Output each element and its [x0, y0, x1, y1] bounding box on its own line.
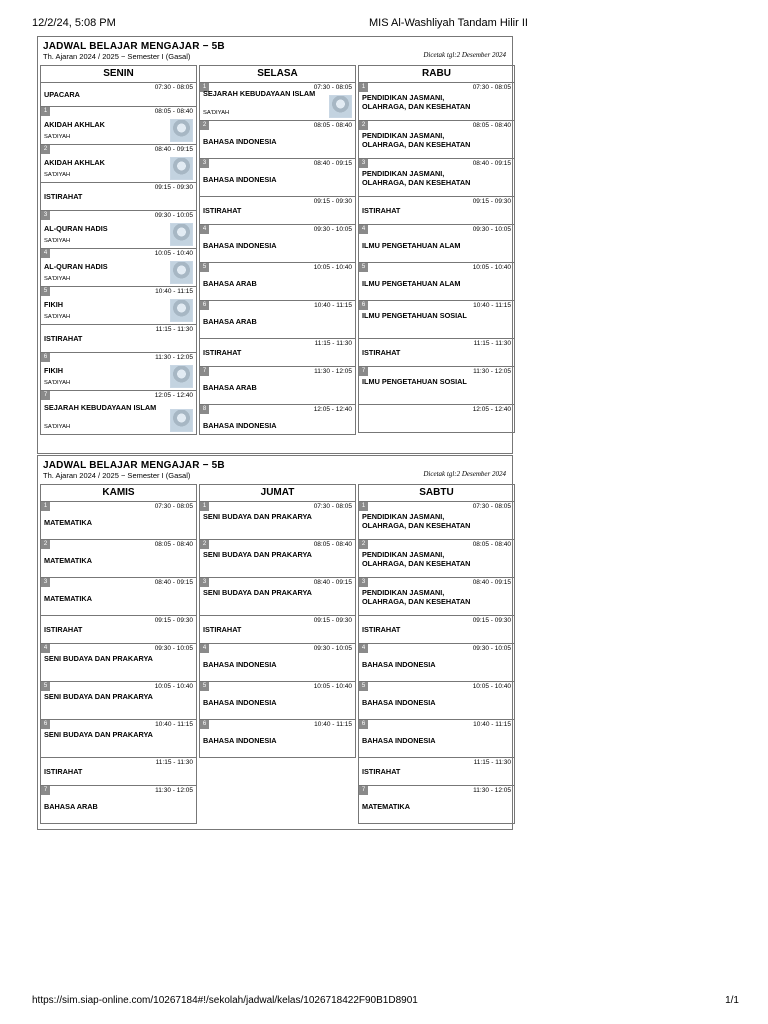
lesson-time: 08:05 - 08:40	[313, 541, 352, 548]
day-column-selasa	[199, 65, 356, 435]
print-header	[32, 17, 739, 33]
subject-name: PENDIDIKAN JASMANI, OLAHRAGA, DAN KESEHATAN	[362, 93, 471, 111]
lesson-time: 11:15 - 11:30	[155, 326, 193, 333]
subject-name: BAHASA INDONESIA	[203, 698, 277, 707]
lesson-time: 09:15 - 09:30	[154, 184, 193, 191]
lesson-slot	[41, 578, 196, 616]
lesson-time: 08:40 - 09:15	[313, 160, 352, 167]
subject-name: AKIDAH AKHLAK	[44, 158, 105, 167]
teacher-name: SA'DIYAH	[44, 276, 71, 282]
schedule-block-1	[37, 36, 513, 454]
lesson-slot	[200, 263, 355, 301]
lesson-slot	[41, 211, 196, 249]
lesson-time: 11:30 - 12:05	[314, 368, 352, 375]
lesson-number-badge: 4	[359, 225, 368, 234]
lesson-number-badge: 4	[200, 225, 209, 234]
subject-name: SENI BUDAYA DAN PRAKARYA	[203, 550, 312, 559]
lesson-slot	[359, 159, 514, 197]
subject-name: ILMU PENGETAHUAN ALAM	[362, 279, 461, 288]
subject-name: SENI BUDAYA DAN PRAKARYA	[44, 654, 153, 663]
teacher-name: SA'DIYAH	[44, 380, 71, 386]
break-slot	[200, 616, 355, 644]
day-columns	[38, 484, 512, 829]
schedule-block-2	[37, 455, 513, 830]
lesson-time: 10:40 - 11:15	[473, 302, 511, 309]
break-slot	[359, 197, 514, 225]
teacher-avatar	[170, 157, 193, 180]
lesson-number-badge: 6	[359, 720, 368, 729]
subject-name: ILMU PENGETAHUAN SOSIAL	[362, 311, 467, 320]
lesson-time: 09:30 - 10:05	[154, 212, 193, 219]
lesson-time: 09:15 - 09:30	[472, 617, 511, 624]
lesson-slot	[41, 353, 196, 391]
lesson-slot	[200, 682, 355, 720]
lesson-time: 11:30 - 12:05	[473, 787, 511, 794]
lesson-time: 09:15 - 09:30	[313, 617, 352, 624]
page-url: https://sim.siap-online.com/10267184#!/sekolah/jadwal/kelas/1026718422F90B1D8901	[32, 995, 418, 1006]
lesson-number-badge: 7	[41, 391, 50, 400]
lesson-slot	[41, 682, 196, 720]
subject-name: BAHASA INDONESIA	[362, 698, 436, 707]
lesson-time: 09:15 - 09:30	[154, 617, 193, 624]
subject-name: BAHASA INDONESIA	[203, 137, 277, 146]
lesson-number-badge: 2	[200, 540, 209, 549]
lesson-slot	[359, 578, 514, 616]
lesson-time: 12:05 - 12:40	[154, 392, 193, 399]
lesson-time: 08:05 - 08:40	[472, 122, 511, 129]
lesson-time: 10:05 - 10:40	[472, 683, 511, 690]
subject-name: AL-QURAN HADIS	[44, 262, 108, 271]
lesson-number-badge: 7	[359, 786, 368, 795]
lesson-slot	[200, 720, 355, 758]
day-name: RABU	[359, 66, 514, 83]
subject-name: ISTIRAHAT	[44, 192, 83, 201]
lesson-time: 09:15 - 09:30	[472, 198, 511, 205]
lesson-number-badge: 3	[200, 159, 209, 168]
lesson-slot	[200, 121, 355, 159]
lesson-slot	[41, 145, 196, 183]
subject-name: SEJARAH KEBUDAYAAN ISLAM	[44, 403, 157, 412]
subject-name: BAHASA ARAB	[44, 802, 98, 811]
lesson-time: 10:40 - 11:15	[314, 302, 352, 309]
schedule-title: JADWAL BELAJAR MENGAJAR − 5B	[43, 41, 225, 52]
day-name: SABTU	[359, 485, 514, 502]
lesson-slot	[200, 301, 355, 339]
lesson-slot	[359, 301, 514, 339]
lesson-slot	[200, 225, 355, 263]
lesson-time: 07:30 - 08:05	[472, 503, 511, 510]
lesson-number-badge: 4	[200, 644, 209, 653]
lesson-slot	[359, 786, 514, 824]
day-column-jumat	[199, 484, 356, 758]
lesson-slot	[41, 287, 196, 325]
lesson-number-badge: 6	[200, 720, 209, 729]
subject-name: ISTIRAHAT	[44, 767, 83, 776]
break-slot	[200, 197, 355, 225]
lesson-number-badge: 7	[41, 786, 50, 795]
subject-name: ISTIRAHAT	[203, 206, 242, 215]
lesson-time: 11:15 - 11:30	[473, 759, 511, 766]
lesson-slot	[41, 83, 196, 107]
lesson-number-badge: 1	[200, 83, 209, 92]
lesson-slot	[359, 502, 514, 540]
lesson-time: 09:30 - 10:05	[154, 645, 193, 652]
lesson-slot	[359, 540, 514, 578]
lesson-number-badge: 1	[41, 502, 50, 511]
teacher-avatar	[170, 409, 193, 432]
lesson-number-badge: 5	[41, 287, 50, 296]
subject-name: BAHASA INDONESIA	[203, 241, 277, 250]
lesson-number-badge: 6	[41, 353, 50, 362]
subject-name: ILMU PENGETAHUAN SOSIAL	[362, 377, 467, 386]
subject-name: MATEMATIKA	[44, 518, 92, 527]
subject-name: SENI BUDAYA DAN PRAKARYA	[44, 692, 153, 701]
lesson-time: 07:30 - 08:05	[154, 503, 193, 510]
lesson-time: 10:05 - 10:40	[154, 683, 193, 690]
lesson-time: 10:40 - 11:15	[473, 721, 511, 728]
day-column-sabtu	[358, 484, 515, 824]
lesson-number-badge: 3	[359, 159, 368, 168]
teacher-name: SA'DIYAH	[44, 172, 71, 178]
print-date: Dicetak tgl:2 Desember 2024	[423, 51, 506, 59]
lesson-time: 10:40 - 11:15	[155, 288, 193, 295]
break-slot	[359, 616, 514, 644]
lesson-slot	[41, 391, 196, 435]
lesson-time: 10:05 - 10:40	[472, 264, 511, 271]
lesson-number-badge: 6	[41, 720, 50, 729]
lesson-number-badge: 2	[41, 540, 50, 549]
schedule-title: JADWAL BELAJAR MENGAJAR − 5B	[43, 460, 225, 471]
subject-name: PENDIDIKAN JASMANI, OLAHRAGA, DAN KESEHATAN	[362, 512, 471, 530]
subject-name: PENDIDIKAN JASMANI, OLAHRAGA, DAN KESEHATAN	[362, 131, 471, 149]
teacher-name: SA'DIYAH	[44, 314, 71, 320]
lesson-number-badge: 6	[359, 301, 368, 310]
day-name: SENIN	[41, 66, 196, 83]
subject-name: SENI BUDAYA DAN PRAKARYA	[203, 512, 312, 521]
subject-name: BAHASA INDONESIA	[362, 660, 436, 669]
print-page-title: MIS Al-Washliyah Tandam Hilir II	[369, 17, 528, 29]
subject-name: BAHASA INDONESIA	[203, 660, 277, 669]
lesson-slot	[41, 502, 196, 540]
lesson-time: 08:05 - 08:40	[154, 541, 193, 548]
lesson-slot	[359, 682, 514, 720]
break-slot	[41, 616, 196, 644]
lesson-time: 08:40 - 09:15	[472, 160, 511, 167]
subject-name: AKIDAH AKHLAK	[44, 120, 105, 129]
break-slot	[200, 339, 355, 367]
lesson-number-badge: 1	[359, 83, 368, 92]
lesson-time: 09:30 - 10:05	[313, 226, 352, 233]
schedule-header	[38, 456, 512, 484]
lesson-time: 09:30 - 10:05	[313, 645, 352, 652]
subject-name: BAHASA ARAB	[203, 317, 257, 326]
lesson-number-badge: 1	[359, 502, 368, 511]
break-slot	[359, 758, 514, 786]
lesson-slot	[41, 540, 196, 578]
lesson-number-badge: 7	[200, 367, 209, 376]
lesson-number-badge: 4	[41, 249, 50, 258]
teacher-avatar	[170, 299, 193, 322]
subject-name: MATEMATIKA	[44, 556, 92, 565]
teacher-name: SA'DIYAH	[44, 424, 71, 430]
lesson-slot	[359, 263, 514, 301]
subject-name: SEJARAH KEBUDAYAAN ISLAM	[203, 89, 316, 98]
lesson-time: 08:40 - 09:15	[313, 579, 352, 586]
lesson-slot	[41, 249, 196, 287]
teacher-avatar	[170, 119, 193, 142]
lesson-number-badge: 4	[359, 644, 368, 653]
teacher-avatar	[170, 261, 193, 284]
subject-name: ISTIRAHAT	[44, 625, 83, 634]
day-name: KAMIS	[41, 485, 196, 502]
lesson-number-badge: 7	[359, 367, 368, 376]
lesson-time: 08:05 - 08:40	[472, 541, 511, 548]
lesson-slot	[200, 367, 355, 405]
print-datetime: 12/2/24, 5:08 PM	[32, 17, 116, 29]
lesson-time: 08:05 - 08:40	[154, 108, 193, 115]
lesson-time: 07:30 - 08:05	[313, 84, 352, 91]
lesson-number-badge: 1	[41, 107, 50, 116]
lesson-slot	[359, 720, 514, 758]
subject-name: MATEMATIKA	[44, 594, 92, 603]
lesson-time: 11:30 - 12:05	[155, 787, 193, 794]
day-column-senin	[40, 65, 197, 435]
subject-name: BAHASA ARAB	[203, 383, 257, 392]
print-date: Dicetak tgl:2 Desember 2024	[423, 470, 506, 478]
break-slot	[41, 183, 196, 211]
lesson-time: 08:40 - 09:15	[154, 579, 193, 586]
subject-name: FIKIH	[44, 366, 64, 375]
lesson-time: 11:15 - 11:30	[155, 759, 193, 766]
lesson-number-badge: 2	[41, 145, 50, 154]
lesson-time: 09:30 - 10:05	[472, 645, 511, 652]
day-name: JUMAT	[200, 485, 355, 502]
lesson-number-badge: 5	[200, 263, 209, 272]
schedule-header	[38, 37, 512, 65]
subject-name: BAHASA INDONESIA	[362, 736, 436, 745]
teacher-avatar	[170, 365, 193, 388]
lesson-number-badge: 3	[41, 578, 50, 587]
page-number: 1/1	[725, 995, 739, 1006]
subject-name: BAHASA INDONESIA	[203, 175, 277, 184]
lesson-number-badge: 3	[359, 578, 368, 587]
lesson-slot	[41, 786, 196, 824]
lesson-time: 07:30 - 08:05	[313, 503, 352, 510]
subject-name: PENDIDIKAN JASMANI, OLAHRAGA, DAN KESEHATAN	[362, 550, 471, 568]
lesson-time: 11:15 - 11:30	[473, 340, 511, 347]
lesson-number-badge: 2	[200, 121, 209, 130]
lesson-slot	[359, 83, 514, 121]
lesson-slot	[359, 644, 514, 682]
lesson-number-badge: 3	[41, 211, 50, 220]
lesson-time: 09:30 - 10:05	[472, 226, 511, 233]
break-slot	[41, 758, 196, 786]
lesson-slot	[200, 540, 355, 578]
subject-name: ISTIRAHAT	[203, 625, 242, 634]
lesson-time: 11:30 - 12:05	[155, 354, 193, 361]
day-columns	[38, 65, 512, 453]
lesson-number-badge: 5	[359, 682, 368, 691]
subject-name: ISTIRAHAT	[362, 206, 401, 215]
lesson-time: 08:40 - 09:15	[154, 146, 193, 153]
subject-name: BAHASA INDONESIA	[203, 421, 277, 430]
subject-name: PENDIDIKAN JASMANI, OLAHRAGA, DAN KESEHATAN	[362, 169, 471, 187]
lesson-number-badge: 5	[359, 263, 368, 272]
lesson-time: 07:30 - 08:05	[472, 84, 511, 91]
lesson-slot	[359, 367, 514, 405]
subject-name: ISTIRAHAT	[203, 348, 242, 357]
lesson-time: 10:05 - 10:40	[154, 250, 193, 257]
print-footer	[32, 995, 739, 1006]
lesson-time: 09:15 - 09:30	[313, 198, 352, 205]
schedule-subtitle: Th. Ajaran 2024 / 2025 − Semester I (Gasal)	[43, 52, 191, 61]
lesson-number-badge: 2	[359, 540, 368, 549]
teacher-name: SA'DIYAH	[44, 134, 71, 140]
day-column-kamis	[40, 484, 197, 824]
lesson-number-badge: 3	[200, 578, 209, 587]
lesson-time: 10:40 - 11:15	[314, 721, 352, 728]
lesson-number-badge: 5	[41, 682, 50, 691]
subject-name: ILMU PENGETAHUAN ALAM	[362, 241, 461, 250]
schedule-subtitle: Th. Ajaran 2024 / 2025 − Semester I (Gasal)	[43, 471, 191, 480]
subject-name: BAHASA ARAB	[203, 279, 257, 288]
lesson-slot	[200, 644, 355, 682]
lesson-slot	[359, 405, 514, 433]
subject-name: UPACARA	[44, 90, 80, 99]
lesson-number-badge: 8	[200, 405, 209, 414]
lesson-number-badge: 5	[200, 682, 209, 691]
lesson-slot	[41, 107, 196, 145]
lesson-number-badge: 6	[200, 301, 209, 310]
lesson-slot	[359, 225, 514, 263]
subject-name: ISTIRAHAT	[44, 334, 83, 343]
subject-name: ISTIRAHAT	[362, 625, 401, 634]
lesson-slot	[200, 405, 355, 435]
lesson-time: 10:05 - 10:40	[313, 264, 352, 271]
teacher-avatar	[170, 223, 193, 246]
lesson-number-badge: 1	[200, 502, 209, 511]
lesson-time: 12:05 - 12:40	[313, 406, 352, 413]
teacher-avatar	[329, 95, 352, 118]
lesson-slot	[41, 720, 196, 758]
lesson-number-badge: 2	[359, 121, 368, 130]
lesson-time: 08:40 - 09:15	[472, 579, 511, 586]
break-slot	[359, 339, 514, 367]
lesson-time: 11:15 - 11:30	[314, 340, 352, 347]
lesson-slot	[41, 644, 196, 682]
teacher-name: SA'DIYAH	[203, 110, 230, 116]
lesson-slot	[200, 578, 355, 616]
lesson-time: 07:30 - 08:05	[154, 84, 193, 91]
subject-name: BAHASA INDONESIA	[203, 736, 277, 745]
lesson-time: 11:30 - 12:05	[473, 368, 511, 375]
break-slot	[41, 325, 196, 353]
day-name: SELASA	[200, 66, 355, 83]
lesson-slot	[200, 502, 355, 540]
lesson-slot	[359, 121, 514, 159]
subject-name: ISTIRAHAT	[362, 767, 401, 776]
subject-name: SENI BUDAYA DAN PRAKARYA	[203, 588, 312, 597]
subject-name: AL-QURAN HADIS	[44, 224, 108, 233]
lesson-time: 08:05 - 08:40	[313, 122, 352, 129]
lesson-number-badge: 4	[41, 644, 50, 653]
teacher-name: SA'DIYAH	[44, 238, 71, 244]
lesson-time: 10:05 - 10:40	[313, 683, 352, 690]
day-column-rabu	[358, 65, 515, 433]
subject-name: FIKIH	[44, 300, 64, 309]
subject-name: ISTIRAHAT	[362, 348, 401, 357]
subject-name: SENI BUDAYA DAN PRAKARYA	[44, 730, 153, 739]
lesson-slot	[200, 83, 355, 121]
lesson-time: 10:40 - 11:15	[155, 721, 193, 728]
lesson-slot	[200, 159, 355, 197]
lesson-time: 12:05 - 12:40	[472, 406, 511, 413]
subject-name: PENDIDIKAN JASMANI, OLAHRAGA, DAN KESEHATAN	[362, 588, 471, 606]
subject-name: MATEMATIKA	[362, 802, 410, 811]
